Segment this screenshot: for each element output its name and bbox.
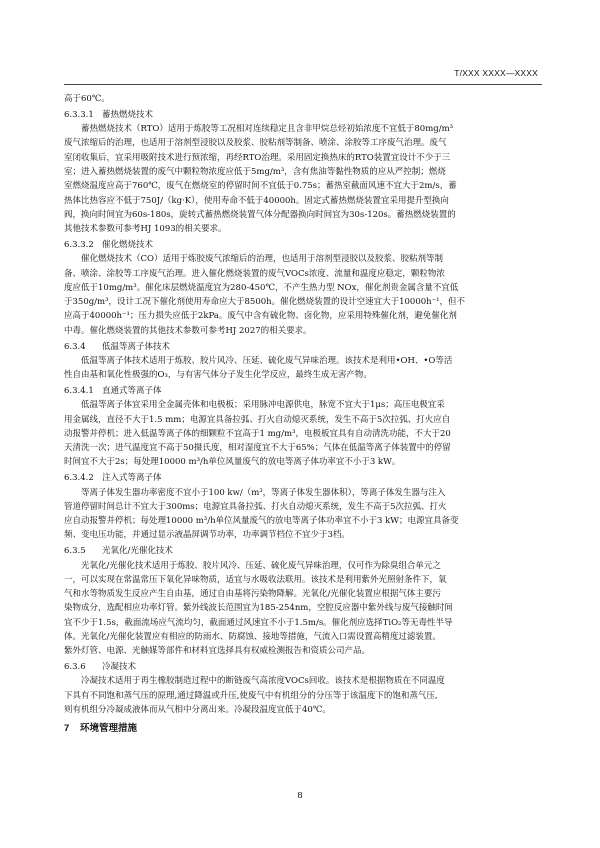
text-line: 低温等离子体宜采用全金属壳体和电极板；采用脉冲电源供电，脉宽不宜大于1μs；高压电极宜采 xyxy=(81,400,445,411)
section-heading-6-3-5 xyxy=(64,544,542,558)
section-number: 6.3.3.1 xyxy=(64,109,94,120)
text-line: 于350g/m³，设计工况下催化剂使用寿命应大于8500h。催化燃烧装置的设计空速宜大于10000h⁻¹，但不 xyxy=(64,297,466,308)
text-line: 频、变电压功能，并通过显示液晶屏调节功率，功率调节档位不宜少于3档。 xyxy=(64,530,350,541)
text-line: 催化燃烧技术（CO）适用于炼胶废气浓缩后的治理，也适用于溶剂型浸胶以及胶浆、胶粘剂等制 xyxy=(81,254,443,265)
text-line: 染物成分，选配相应功率灯管。紫外线波长范围宜为185-254nm，空腔反应器中紫外线与废气接触时间 xyxy=(64,603,453,614)
section-number: 6.3.4.2 xyxy=(64,473,94,484)
text-line: 一，可以实现在常温常压下氧化异味物质，适宜与水吸收法联用。该技术是利用紫外光照射条件下，氧 xyxy=(64,574,447,585)
section-title: 直通式等离子体 xyxy=(102,385,162,396)
section-number: 6.3.4.1 xyxy=(64,385,94,396)
text-line: 室燃烧温度应高于760℃，废气在燃烧室的停留时间不宜低于0.75s；蓄热室截面风速不宜大于2m/s，蓄 xyxy=(64,181,457,192)
section-title: 光氧化/光催化技术 xyxy=(102,546,173,557)
text-line: 蓄热燃烧技术（RTO）适用于炼胶等工况相对连续稳定且含非甲烷总烃初始浓度不宜低于80mg/m³ xyxy=(81,124,454,135)
text-line: 用金属线，直径不大于1.5 mm；电源宜具备拉弧、打火自动熄灭系统，发生不高于5次拉弧、打火应自 xyxy=(64,414,451,425)
header-rule xyxy=(64,84,542,85)
section-heading-6-3-4 xyxy=(64,340,542,354)
section-title: 蓄热燃烧技术 xyxy=(102,109,154,120)
text-line: 阀，换向时间宜为60s-180s，旋转式蓄热燃烧装置气体分配器换向时间宜为30s-120s。蓄热燃烧装置的 xyxy=(64,209,456,220)
text-line: 管道停留时间总计不宜大于300ms；电源宜具备拉弧、打火自动熄灭系统，发生不高于5次拉弧、打火 xyxy=(64,501,447,512)
text-line: 性自由基和氧化性极强的O₃，与有害气体分子发生化学反应，最终生成无害产物。 xyxy=(64,370,372,381)
section-title: 催化燃烧技术 xyxy=(102,239,154,250)
body-text xyxy=(64,92,542,738)
section-heading-6-3-4-2 xyxy=(64,471,542,485)
section-title: 低温等离子体技术 xyxy=(102,341,171,352)
text-line: 下具有不同饱和蒸气压的原理,通过降温或升压,使废气中有机组分的分压等于该温度下的饱和蒸气压, xyxy=(64,690,438,701)
section-number: 6.3.4 xyxy=(64,341,86,352)
text-line: 废气浓缩后的治理，也适用于溶剂型浸胶以及胶浆、胶粘剂等制备、喷涂、涂胶等工序废气治理。废气 xyxy=(64,138,447,149)
text-line: 备、喷涂、涂胶等工序废气治理。进入催化燃烧装置的废气VOCs浓度、流量和温度应稳定，颗粒物浓 xyxy=(64,268,445,279)
section-title: 冷凝技术 xyxy=(102,662,137,673)
section-number: 6.3.6 xyxy=(64,662,86,673)
text-line: 冷凝技术适用于再生橡胶制造过程中的断链废气高浓度VOCs回收。该技术是根据物质在不同温度 xyxy=(81,676,445,687)
section-heading-6-3-6 xyxy=(64,660,542,674)
section-heading-6-3-3-1 xyxy=(64,108,542,122)
text-line: 其他技术参数可参考HJ 1093的相关要求。 xyxy=(64,224,227,235)
section-title: 注入式等离子体 xyxy=(102,473,162,484)
text-line: 光氧化/光催化技术适用于炼胶、胶片风冷、压延、硫化废气异味治理，仅可作为除臭组合单元之 xyxy=(81,560,441,571)
section-number: 6.3.5 xyxy=(64,546,86,557)
text-line: 高于60℃。 xyxy=(64,94,110,104)
text-line: 热体比热容应不低于750J/（kg·K），使用寿命不低于40000h。固定式蓄热燃烧装置宜采用提升型换向 xyxy=(64,195,449,206)
text-line: 动报警并停机；进入低温等离子体的细颗粒不宜高于1 mg/m³，电极板宜具有自动清洗功能，不大于20 xyxy=(64,428,451,439)
chapter-number: 7 xyxy=(64,723,70,735)
text-line: 应高于40000h⁻¹；压力损失应低于2kPa。废气中含有硫化物、卤化物，应采用特殊催化剂，避免催化剂 xyxy=(64,311,457,322)
text-line: 室闭收集后，宜采用吸附技术进行预浓缩，再经RTO治理。采用固定换热床的RTO装置宜设计不少于三 xyxy=(64,152,451,163)
section-heading-6-3-3-2 xyxy=(64,238,542,252)
text-line: 度应低于10mg/m³。催化床层燃烧温度宜为280-450℃，不产生热力型 NOx，催化剂贵金属含量不宜低 xyxy=(64,282,459,293)
text-line: 应自动报警并停机；每处理10000 m³/h单位风量废气的放电等离子体功率宜不小于3 kW；电源宜具备变 xyxy=(64,516,459,527)
text-line: 宜不少于1.5s，截面流场应气流均匀，截面通过风速宜不小于1.5m/s。催化剂应选择TiO₂等无毒性半导 xyxy=(64,617,453,628)
text-line: 低温等离子体技术适用于炼胶、胶片风冷、压延、硫化废气异味治理。该技术是利用•OH、•O等活 xyxy=(81,355,453,366)
text-line: 天清洗一次；进气温度宜不高于50摄氏度，相对湿度宜不大于65%；气体在低温等离子体装置中的停留 xyxy=(64,443,451,454)
chapter-heading-7 xyxy=(64,722,542,738)
section-heading-6-3-4-1 xyxy=(64,384,542,398)
page-number: 8 xyxy=(297,791,303,801)
text-line: 室；进入蓄热燃烧装置的废气中颗粒物浓度应低于5mg/m³，含有焦油等黏性物质的应从严控制；燃烧 xyxy=(64,166,446,177)
standard-code: T/XXX XXXX—XXXX xyxy=(454,68,538,78)
text-line: 时间宜不大于2s；每处理10000 m³/h单位风量废气的放电等离子体功率宜不小于3 kW。 xyxy=(64,457,401,468)
text-line: 则有机组分冷凝成液体而从气相中分离出来。冷凝段温度宜低于40℃。 xyxy=(64,704,331,715)
text-line: 紫外灯管、电源、光触媒等部件和材料宜选择具有权威检测报告和资质公司产品。 xyxy=(64,646,371,657)
text-line: 等离子体发生器功率密度不宜小于100 kw/（m³，等离子体发生器体积），等离子体发生器与注入 xyxy=(81,487,446,498)
chapter-title: 环境管理措施 xyxy=(80,723,138,735)
text-line: 体。光氧化/光催化装置应有相应的防雨水、防腐蚀、接地等措施，气流入口需设置高精度过滤装置。 xyxy=(64,631,441,642)
text-line: 气和水等物质发生反应产生自由基，通过自由基将污染物降解。光氧化/光催化装置应根据气体主要污 xyxy=(64,589,441,600)
section-number: 6.3.3.2 xyxy=(64,239,94,250)
text-line: 中毒。催化燃烧装置的其他技术参数可参考HJ 2027的相关要求。 xyxy=(64,325,312,336)
